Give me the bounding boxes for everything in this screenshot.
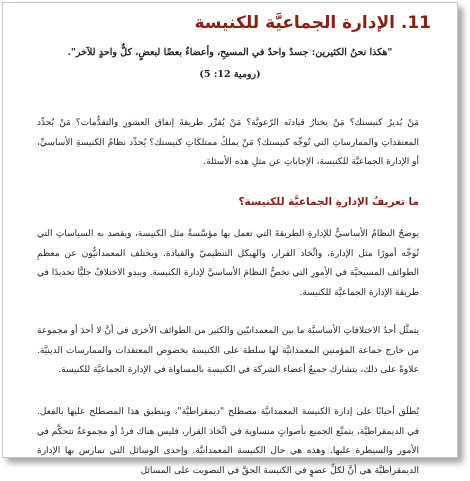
section-heading: ما تعريفُ الإدارةِ الجماعيَّة للكنيسة؟ — [238, 196, 419, 208]
intro-paragraph: مَنْ يُديرُ كنيستك؟ مَنْ يختارُ قيادتَه الرّعويَّة؟ مَنْ يُقرِّر طريقةَ إنفاق العشورِ والتقدُّمات؟ مَنْ يُحدِّد المعتقداتِ والممارساتِ التي تُوجِّه كنيستك؟ مَنْ يملكُ ممتلكاتِ كنيستك؟ يُحدِّد نظامُ الكنيسةِ الأساسيِّ، أو الإدارة الجماعيَّة للكنيسة، الإجاباتِ عن مثلِ هذه الأسئلة. — [37, 118, 419, 167]
document-page-frame — [2, 2, 458, 476]
scripture-reference: (رومية 12: 5) — [199, 69, 261, 80]
scripture-quote: "هكذا نحنُ الكثيرين: جسدٌ واحدٌ في المسيحِ، وأعضاءٌ بعضًا لبعضٍ، كلٌّ واحدٍ للآخر". — [67, 47, 393, 58]
document-page — [3, 3, 457, 476]
democracy-paragraph: يُطلَق أحيانًا على إدارة الكنيسة المعمدانيَّة مصطلح "ديمقراطيَّة"، وينطبق هذا المصطلح عليها بالفعل. في الديمقراطيَّة، يتمتَّع الجميع بأصواتٍ متساوية في اتِّخاذ القرار، فليس هناك فردٌ أو مجموعةٌ تتحكَّم في الأمور والسيطرة عليها. وهذه هي حال الكنيسة المعمدانيَّة. وإحدى الوسائل التي تمارس بها الإدارة الديمقراطيَّة هي أنَّ لكلِّ عضوٍ في الكنيسة الحقَّ في التصويت على المسائل — [37, 407, 419, 476]
definition-paragraph: يوضحُ النظامُ الأساسيُّ للإدارةِ الطريقةَ التي تعمل بها مؤسَّسةٌ مثل الكنيسة، ويقصد به السياساتِ التي تُوجِّه أمورًا مثل الإدارة، واتِّخاذ القرار، والهيكل التنظيميّ والقيادة. ويختلف المعمدانيُّون عن معظمِ الطوائف المسيحيَّة في الأمورِ التي تخصُّ النظامَ الأساسيَّ لإدارة الكنيسة. ويبدو الاختلافُ جليًّا تحديدًا في طريقة الإدارة الجماعيَّة للكنيسة. — [37, 229, 419, 298]
page-title: 11. الإدارة الجماعيَّة للكنيسة — [194, 13, 431, 33]
difference-paragraph: يتمثَّل أحدُ الاختلافاتِ الأساسيَّة ما بين المعمدانيّين والكثير من الطوائف الأخرى في أنَّ لا أحدَ أو مجموعة من خارج جماعة المؤمنين المعمدانيَّة لها سلطة على الكنيسة بخصوص المعتقدات والممارسات الدينيَّة. علاوةً على ذلك، يتشارك جميعُ أعضاء الشركة في الكنيسة بالمساواة في الإدارة الجماعيَّة للكنيسة. — [37, 326, 419, 375]
